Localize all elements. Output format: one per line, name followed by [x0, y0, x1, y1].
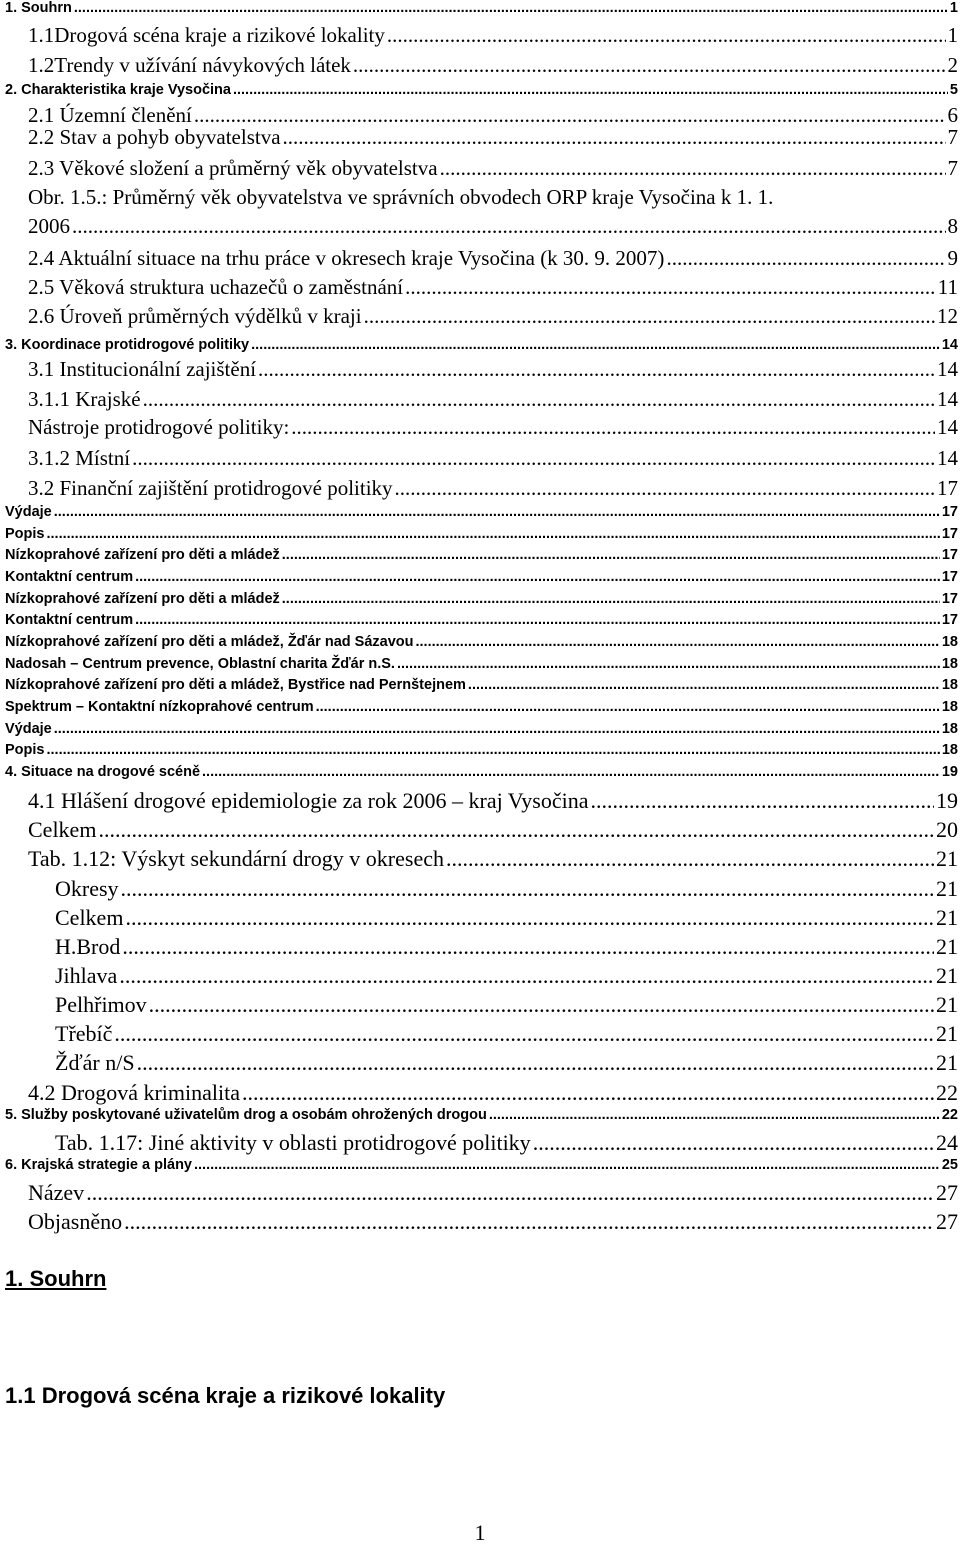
toc-entry[interactable]: [5, 504, 958, 520]
toc-entry-title: 5. Služby poskytované uživatelům drog a osobám ohrožených drogou: [5, 1107, 487, 1123]
toc-dot-leader: [135, 612, 940, 628]
toc-entry[interactable]: [28, 387, 958, 412]
toc-entry-page: 22: [941, 1107, 958, 1123]
toc-entry[interactable]: [5, 82, 958, 98]
toc-dot-leader: [353, 53, 946, 78]
toc-entry-title: 3.2 Finanční zajištění protidrogové politiky: [28, 476, 393, 500]
toc-entry[interactable]: [5, 656, 958, 672]
toc-dot-leader: [149, 992, 934, 1018]
toc-entry[interactable]: [5, 547, 958, 563]
toc-entry-title: Nízkoprahové zařízení pro děti a mládež: [5, 547, 280, 563]
toc-entry-page: 17: [937, 476, 958, 500]
toc-entry-page: 18: [941, 677, 958, 693]
toc-entry[interactable]: [55, 934, 958, 960]
toc-entry-page: 7: [947, 125, 958, 149]
toc-entry-title: Popis: [5, 742, 45, 758]
toc-dot-leader: [291, 415, 935, 440]
toc-entry-page: 14: [941, 337, 958, 353]
toc-entry[interactable]: [28, 185, 773, 210]
toc-entry-page: 17: [941, 526, 958, 542]
toc-dot-leader: [135, 569, 940, 585]
toc-entry-title: 2.6 Úroveň průměrných výdělků v kraji: [28, 304, 362, 328]
toc-entry-page: 18: [941, 634, 958, 650]
toc-entry-page: 21: [936, 934, 958, 959]
toc-entry-title: 4. Situace na drogové scéně: [5, 764, 201, 780]
toc-entry-page: 21: [936, 905, 958, 930]
toc-entry-page: 20: [936, 817, 958, 842]
toc-entry-title: 4.2 Drogová kriminalita: [28, 1080, 241, 1105]
toc-entry-page: 1: [949, 0, 958, 16]
toc-entry-title: 3.1.2 Místní: [28, 446, 131, 470]
toc-entry-page: 17: [941, 569, 958, 585]
toc-entry[interactable]: [28, 446, 958, 471]
toc-dot-leader: [143, 387, 935, 412]
toc-dot-leader: [283, 125, 946, 150]
toc-entry[interactable]: [5, 612, 958, 628]
toc-entry-title: 2. Charakteristika kraje Vysočina: [5, 82, 231, 98]
toc-entry-title: Nízkoprahové zařízení pro děti a mládež: [5, 591, 280, 607]
toc-dot-leader: [405, 275, 936, 300]
toc-entry-page: 19: [941, 764, 958, 780]
toc-entry-title: 1.1Drogová scéna kraje a rizikové lokality: [28, 23, 385, 47]
toc-dot-leader: [72, 214, 946, 239]
toc-entry[interactable]: [5, 526, 958, 542]
toc-entry-page: 1: [947, 23, 958, 47]
toc-entry[interactable]: [5, 1157, 958, 1173]
toc-entry[interactable]: [55, 992, 958, 1018]
toc-entry-title: Třebíč: [55, 1021, 113, 1046]
toc-entry-title: Tab. 1.17: Jiné aktivity v oblasti protidrogové politiky: [55, 1130, 531, 1155]
toc-dot-leader: [387, 23, 946, 48]
toc-entry-page: 8: [947, 214, 958, 238]
toc-entry[interactable]: [28, 156, 958, 181]
toc-dot-leader: [316, 699, 940, 715]
toc-entry-page: 27: [936, 1209, 958, 1234]
toc-entry-title: Celkem: [28, 817, 97, 842]
toc-entry-title: 2.1 Územní členění: [28, 103, 192, 127]
toc-entry-title: Nadosah – Centrum prevence, Oblastní charita Žďár n.S.: [5, 656, 395, 672]
toc-entry-title: 4.1 Hlášení drogové epidemiologie za rok 2006 – kraj Vysočina: [28, 788, 589, 813]
page-number: 1: [474, 1520, 486, 1545]
toc-entry-page: 25: [941, 1157, 958, 1173]
toc-dot-leader: [489, 1107, 940, 1123]
toc-entry[interactable]: [5, 742, 958, 758]
toc-dot-leader: [397, 656, 940, 672]
toc-entry-page: 14: [937, 387, 958, 411]
toc-entry-title: Nástroje protidrogové politiky:: [28, 415, 290, 439]
toc-entry-title: Celkem: [55, 905, 124, 930]
toc-entry-title: Kontaktní centrum: [5, 612, 134, 628]
toc-dot-leader: [251, 337, 940, 353]
toc-dot-leader: [125, 905, 934, 931]
toc-entry[interactable]: [28, 1080, 958, 1106]
toc-entry-title: Výdaje: [5, 504, 52, 520]
toc-entry-page: 24: [936, 1130, 958, 1155]
toc-entry-page: 6: [947, 103, 958, 127]
toc-entry-title: 3.1.1 Krajské: [28, 387, 141, 411]
toc-dot-leader: [124, 1209, 934, 1235]
toc-entry-page: 27: [936, 1180, 958, 1205]
toc-entry-title: 6. Krajská strategie a plány: [5, 1157, 192, 1173]
toc-dot-leader: [46, 526, 939, 542]
toc-entry-page: 21: [936, 963, 958, 988]
toc-entry[interactable]: [55, 1021, 958, 1047]
toc-entry-title: Název: [28, 1180, 85, 1205]
toc-entry[interactable]: [5, 569, 958, 585]
toc-entry[interactable]: [5, 0, 958, 16]
toc-entry[interactable]: [55, 876, 958, 902]
toc-entry-page: 7: [947, 156, 958, 180]
toc-entry-title: Popis: [5, 526, 45, 542]
toc-dot-leader: [121, 876, 934, 902]
toc-entry-title: 3.1 Institucionální zajištění: [28, 357, 257, 381]
toc-entry[interactable]: [28, 788, 958, 814]
toc-dot-leader: [86, 1180, 934, 1206]
toc-dot-leader: [233, 82, 948, 98]
toc-dot-leader: [119, 963, 934, 989]
toc-entry-page: 17: [941, 591, 958, 607]
toc-entry-page: 18: [941, 721, 958, 737]
toc-entry-page: 17: [941, 504, 958, 520]
toc-entry[interactable]: [5, 699, 958, 715]
toc-entry-page: 14: [937, 357, 958, 381]
toc-dot-leader: [446, 846, 934, 872]
toc-entry-title: 1. Souhrn: [5, 0, 72, 16]
toc-entry-title: Jihlava: [55, 963, 118, 988]
toc-dot-leader: [132, 446, 935, 471]
toc-entry-title: 1.2Trendy v užívání návykových látek: [28, 53, 351, 77]
toc-dot-leader: [122, 934, 934, 960]
toc-entry-page: 21: [936, 846, 958, 871]
toc-entry-page: 12: [937, 304, 958, 328]
toc-dot-leader: [282, 591, 940, 607]
toc-entry[interactable]: [5, 634, 958, 650]
toc-entry-title: Okresy: [55, 876, 119, 901]
toc-entry[interactable]: [5, 764, 958, 780]
toc-entry[interactable]: [55, 963, 958, 989]
toc-entry-title: Výdaje: [5, 721, 52, 737]
toc-dot-leader: [590, 788, 934, 814]
toc-entry-page: 21: [936, 1050, 958, 1075]
toc-entry-page: 9: [947, 246, 958, 270]
toc-entry[interactable]: [28, 817, 958, 843]
toc-entry-title: 3. Koordinace protidrogové politiky: [5, 337, 250, 353]
toc-entry-page: 18: [941, 742, 958, 758]
toc-dot-leader: [533, 1130, 934, 1156]
toc-entry-title: Kontaktní centrum: [5, 569, 134, 585]
toc-entry-page: 21: [936, 1021, 958, 1046]
toc-entry[interactable]: [28, 125, 958, 150]
toc-entry-title: 2.3 Věkové složení a průměrný věk obyvatelstva: [28, 156, 438, 180]
toc-entry-page: 2: [947, 53, 958, 77]
toc-entry[interactable]: [28, 53, 958, 78]
toc-entry-page: 14: [937, 415, 958, 439]
toc-entry-title: 2.2 Stav a pohyb obyvatelstva: [28, 125, 281, 149]
toc-entry-page: 18: [941, 656, 958, 672]
toc-dot-leader: [415, 634, 939, 650]
toc-entry-title: Nízkoprahové zařízení pro děti a mládež, Žďár nad Sázavou: [5, 634, 414, 650]
toc-entry-title: 2.4 Aktuální situace na trhu práce v okresech kraje Vysočina (k 30. 9. 2007): [28, 246, 665, 270]
toc-entry[interactable]: [28, 304, 958, 329]
toc-entry[interactable]: [28, 246, 958, 271]
toc-entry[interactable]: [28, 275, 958, 300]
toc-entry-page: 14: [937, 446, 958, 470]
toc-entry[interactable]: [28, 1180, 958, 1206]
toc-entry[interactable]: [28, 846, 958, 872]
toc-dot-leader: [364, 304, 935, 329]
toc-entry-page: 5: [949, 82, 958, 98]
toc-entry-title: Spektrum – Kontaktní nízkoprahové centrum: [5, 699, 314, 715]
toc-entry[interactable]: [5, 337, 958, 353]
toc-entry-title: Nízkoprahové zařízení pro děti a mládež, Bystřice nad Pernštejnem: [5, 677, 466, 693]
toc-entry[interactable]: [28, 1209, 958, 1235]
toc-dot-leader: [258, 357, 935, 382]
toc-dot-leader: [74, 0, 948, 16]
toc-dot-leader: [194, 1157, 940, 1173]
toc-entry-page: 17: [941, 612, 958, 628]
toc-entry-title: Pelhřimov: [55, 992, 147, 1017]
toc-entry[interactable]: [5, 677, 958, 693]
toc-entry[interactable]: [5, 1107, 958, 1123]
toc-entry-title: H.Brod: [55, 934, 121, 959]
toc-entry-title: 2.5 Věková struktura uchazečů o zaměstnání: [28, 275, 404, 299]
toc-dot-leader: [46, 742, 939, 758]
toc-entry-page: 11: [937, 275, 958, 299]
toc-entry-page: 19: [936, 788, 958, 813]
toc-dot-leader: [54, 504, 940, 520]
toc-entry[interactable]: [28, 357, 958, 382]
toc-entry-title: 2006: [28, 214, 70, 238]
toc-dot-leader: [202, 764, 940, 780]
toc-entry[interactable]: [28, 214, 958, 239]
section-heading-drogova-scena: 1.1 Drogová scéna kraje a rizikové lokality: [5, 1383, 446, 1408]
toc-dot-leader: [395, 476, 935, 501]
toc-entry[interactable]: [28, 23, 958, 48]
toc-entry[interactable]: [5, 591, 958, 607]
section-heading-souhrn: 1. Souhrn: [5, 1266, 107, 1291]
toc-entry-page: 21: [936, 876, 958, 901]
toc-entry-page: 18: [941, 699, 958, 715]
toc-entry-title: Tab. 1.12: Výskyt sekundární drogy v okresech: [28, 846, 444, 871]
toc-entry-title: Objasněno: [28, 1209, 123, 1234]
toc-entry[interactable]: [5, 721, 958, 737]
toc-dot-leader: [242, 1080, 934, 1106]
toc-dot-leader: [98, 817, 934, 843]
toc-dot-leader: [54, 721, 940, 737]
toc-entry-page: 22: [936, 1080, 958, 1105]
toc-dot-leader: [468, 677, 940, 693]
toc-entry[interactable]: [55, 1050, 958, 1076]
toc-entry[interactable]: [28, 476, 958, 501]
toc-entry-page: 17: [941, 547, 958, 563]
toc-entry-title: Žďár n/S: [55, 1050, 135, 1075]
toc-entry[interactable]: [55, 905, 958, 931]
toc-entry-page: 21: [936, 992, 958, 1017]
toc-dot-leader: [114, 1021, 934, 1047]
toc-entry-title: Obr. 1.5.: Průměrný věk obyvatelstva ve správních obvodech ORP kraje Vysočina k 1. 1.: [28, 185, 774, 209]
toc-entry[interactable]: [55, 1130, 958, 1156]
toc-dot-leader: [440, 156, 946, 181]
toc-dot-leader: [282, 547, 940, 563]
toc-entry[interactable]: [28, 415, 958, 440]
toc-dot-leader: [137, 1050, 934, 1076]
toc-dot-leader: [666, 246, 945, 271]
